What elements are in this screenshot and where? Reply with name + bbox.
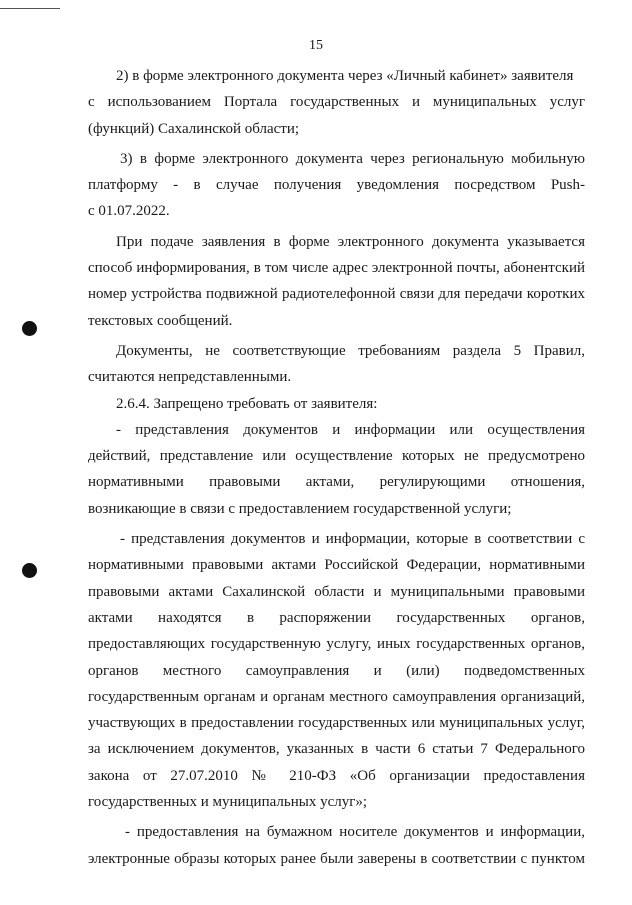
text-line: считаются непредставленными. xyxy=(88,369,292,386)
text-line: за исключением документов, указанных в части 6 статьи 7 Федерального xyxy=(88,741,585,758)
text-line: государственным органам и органам местного самоуправления организаций, xyxy=(88,688,585,705)
text-line: органов местного самоуправления и (или) подведомственных xyxy=(88,662,585,679)
text-line: Документы, не соответствующие требованиям раздела 5 Правил, xyxy=(116,342,585,359)
text-line: государственных и муниципальных услуг»; xyxy=(88,794,368,811)
text-line: правовыми актами Сахалинской области и муниципальными правовыми xyxy=(88,583,585,600)
text-line: возникающие в связи с предоставлением государственной услуги; xyxy=(88,500,512,517)
text-line: 2.6.4. Запрещено требовать от заявителя: xyxy=(116,395,378,412)
text-line: текстовых сообщений. xyxy=(88,312,233,329)
body-text xyxy=(88,63,585,872)
text-line: При подаче заявления в форме электронного документа указывается xyxy=(116,233,585,250)
text-line: - предоставления на бумажном носителе документов и информации, xyxy=(125,824,585,841)
text-line: 2) в форме электронного документа через «Личный кабинет» заявителя xyxy=(116,68,574,84)
text-line: (функций) Сахалинской области; xyxy=(88,120,300,137)
text-line: участвующих в предоставлении государственных или муниципальных услуг, xyxy=(88,715,585,732)
text-line: платформу - в случае получения уведомления посредством Push- xyxy=(88,177,585,194)
text-line: нормативными правовыми актами, регулирующими отношения, xyxy=(88,474,585,491)
text-line: - представления документов и информации или осуществления xyxy=(116,421,585,438)
page-number: 15 xyxy=(309,38,323,53)
text-line: 3) в форме электронного документа через региональную мобильную xyxy=(120,150,585,167)
text-line: электронные образы которых ранее были заверены в соответствии с пунктом xyxy=(88,850,585,867)
text-line: с 01.07.2022. xyxy=(88,203,170,220)
text-line: - представления документов и информации, которые в соответствии с xyxy=(120,531,585,548)
punch-hole xyxy=(22,563,37,578)
text-line: действий, представление или осуществление которых не предусмотрено xyxy=(88,448,585,465)
scan-edge-line xyxy=(0,8,60,9)
text-line: актами находятся в распоряжении государственных органов, xyxy=(88,609,585,626)
punch-hole xyxy=(22,321,37,336)
text-line: нормативными правовыми актами Российской Федерации, нормативными xyxy=(88,557,585,574)
text-line: с использованием Портала государственных и муниципальных услуг xyxy=(88,94,585,111)
text-line: предоставляющих государственную услугу, иных государственных органов, xyxy=(88,636,585,653)
text-line: способ информирования, в том числе адрес электронной почты, абонентский xyxy=(88,260,585,277)
text-line: номер устройства подвижной радиотелефонной связи для передачи коротких xyxy=(88,286,585,303)
text-line: закона от 27.07.2010 № 210-ФЗ «Об организации предоставления xyxy=(88,767,585,784)
